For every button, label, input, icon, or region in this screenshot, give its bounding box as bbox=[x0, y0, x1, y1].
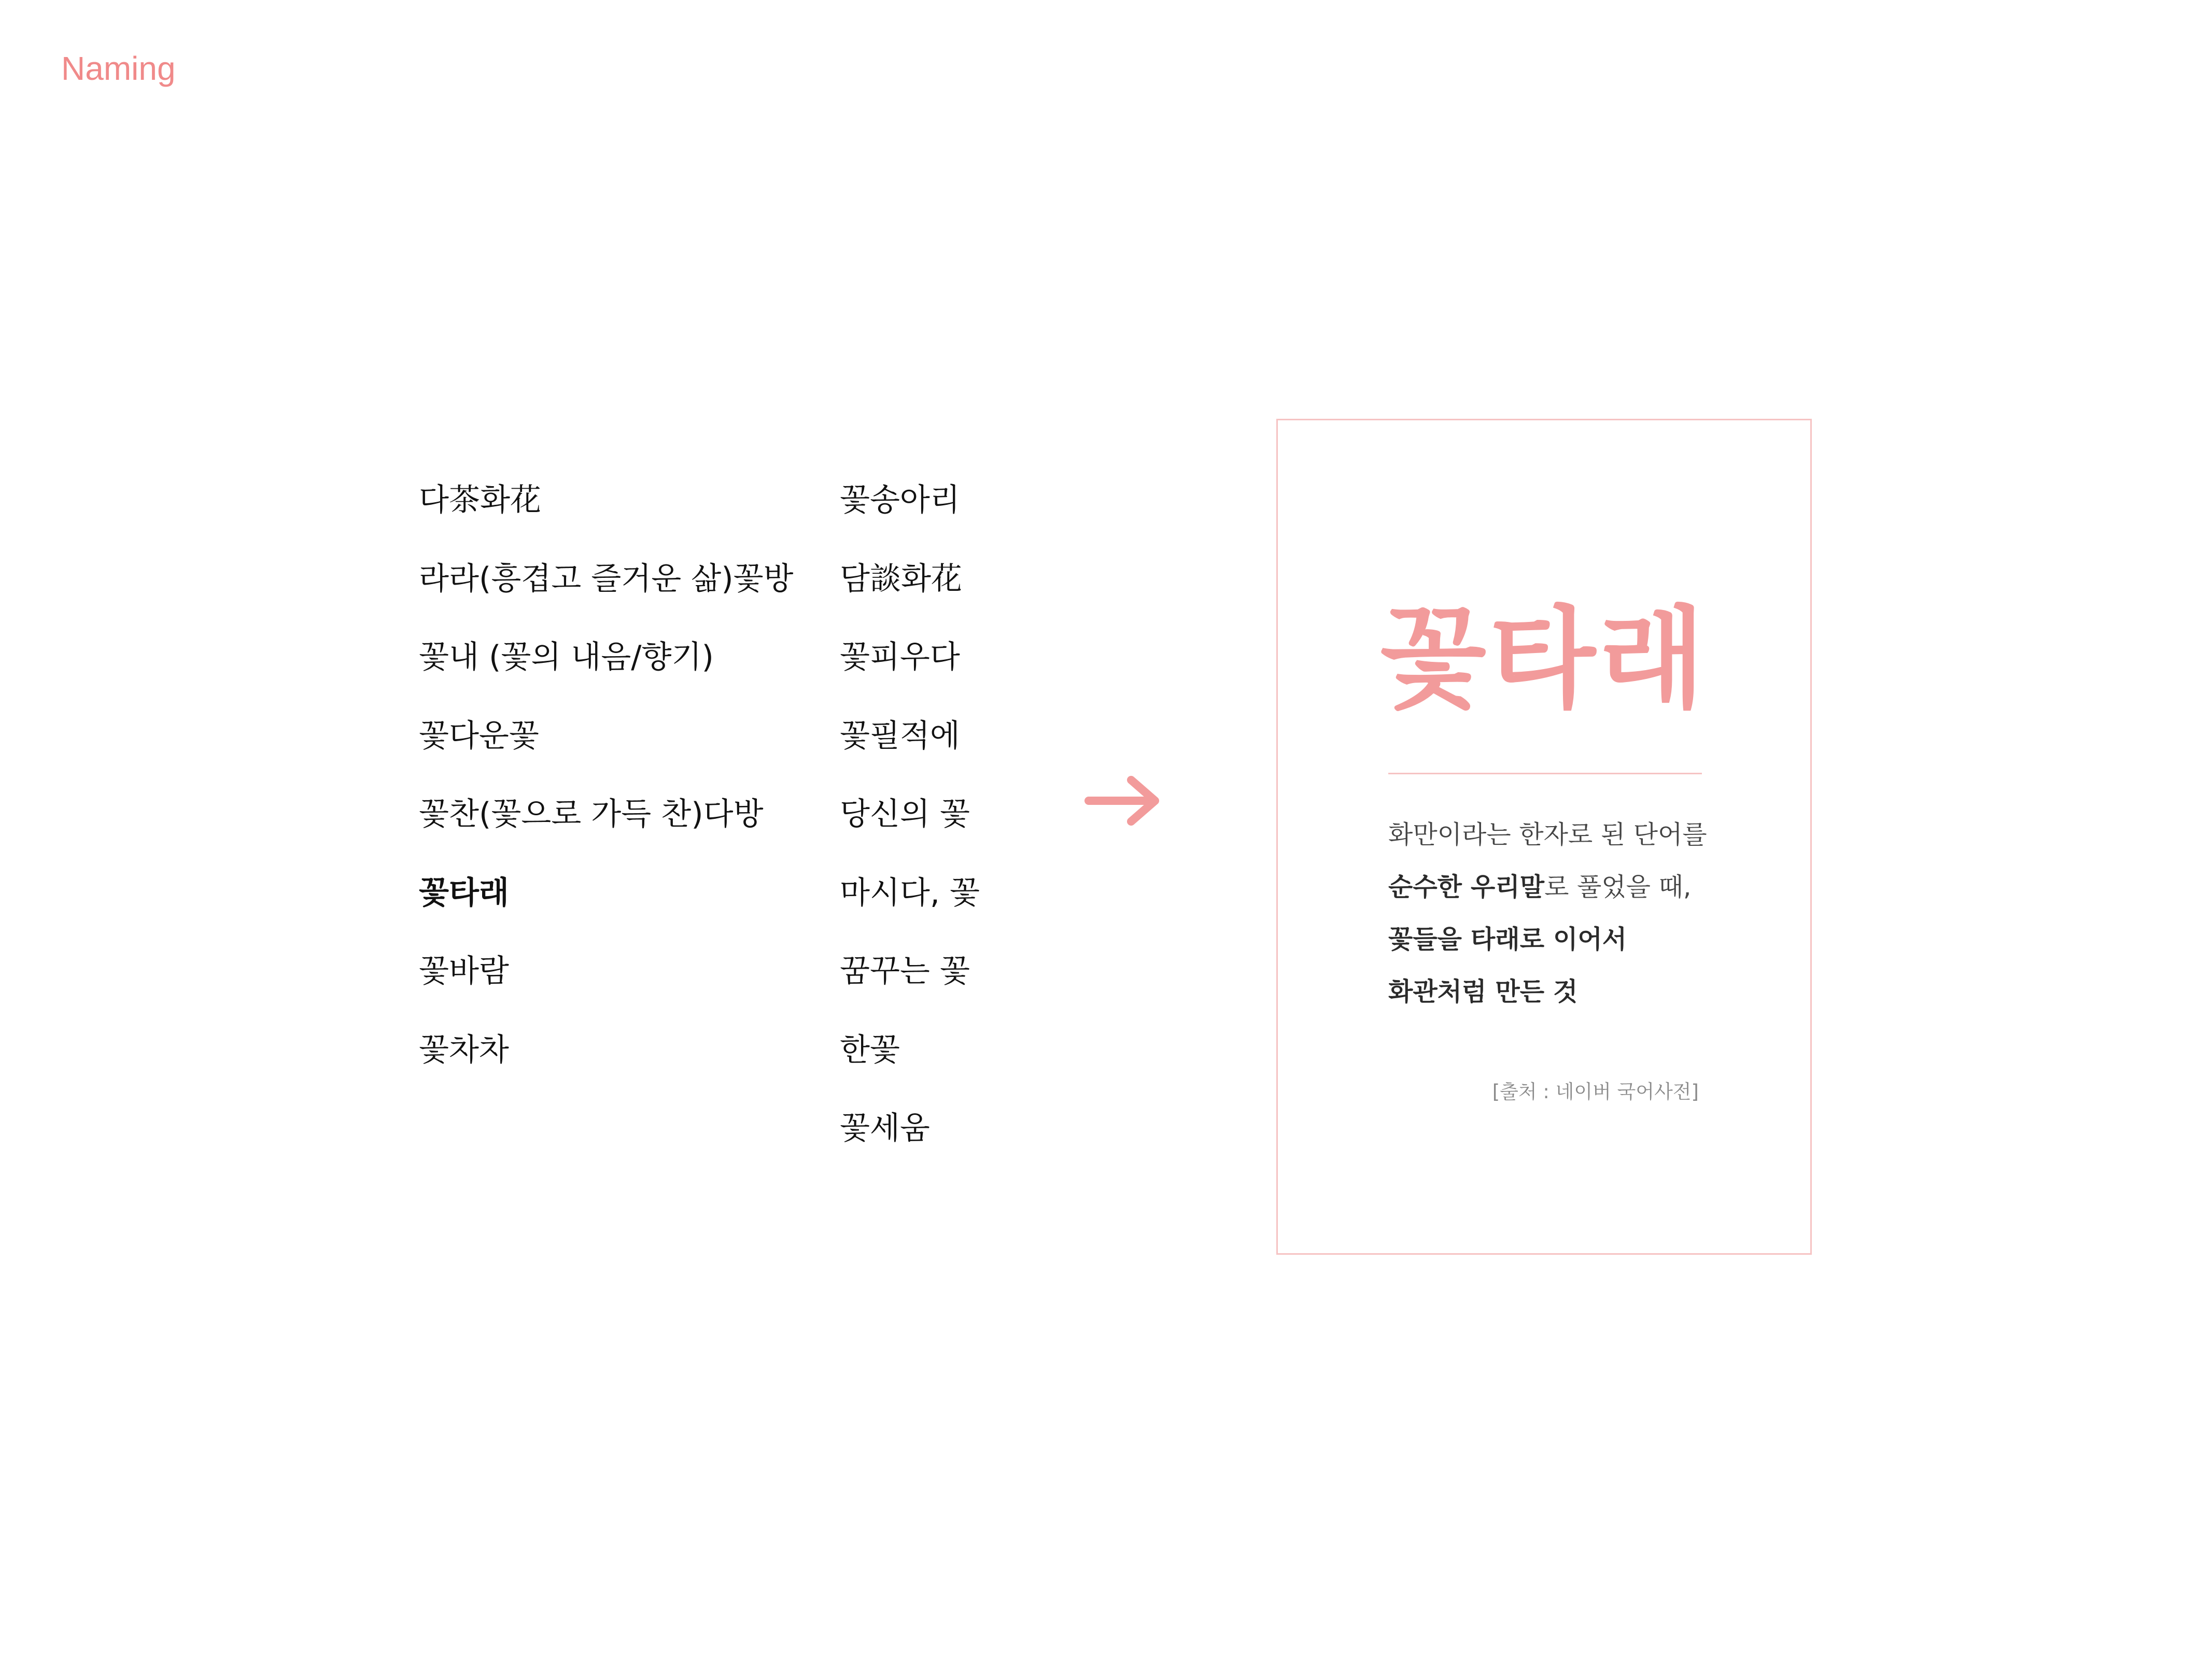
candidate-name: 라라(흥겹고 즐거운 삶)꽃방 bbox=[419, 560, 794, 597]
definition-line bbox=[1388, 971, 1730, 1024]
definition-line: 화만이라는 한자로 된 단어를 bbox=[1388, 820, 1707, 849]
brand-name: 꽃타래 bbox=[1380, 595, 1708, 723]
candidate-name: 한꽃 bbox=[840, 1031, 900, 1068]
brand-card bbox=[1276, 419, 1812, 1255]
arrow-right-icon bbox=[1083, 775, 1161, 827]
candidate-name: 마시다, 꽃 bbox=[840, 874, 980, 911]
definition-emphasis: 순수한 우리말 bbox=[1388, 872, 1545, 902]
definition-text: 로 풀었을 때, bbox=[1544, 872, 1692, 902]
candidate-list-left bbox=[419, 474, 794, 1102]
candidate-name: 꽃내 (꽃의 내음/향기) bbox=[419, 639, 714, 675]
definition-emphasis: 화관처럼 만든 것 bbox=[1388, 977, 1578, 1006]
brand-definition bbox=[1388, 814, 1730, 1024]
candidate-name: 꽃차차 bbox=[419, 1031, 509, 1068]
chosen-candidate-name: 꽃타래 bbox=[419, 874, 509, 911]
candidate-name: 꿈꾸는 꽃 bbox=[840, 953, 970, 989]
candidate-name: 당신의 꽃 bbox=[840, 796, 970, 832]
card-divider bbox=[1388, 773, 1702, 774]
candidate-list-right bbox=[840, 474, 980, 1181]
candidate-name: 꽃피우다 bbox=[840, 639, 960, 675]
definition-line bbox=[1388, 919, 1730, 971]
candidate-name: 꽃다운꽃 bbox=[419, 717, 539, 754]
candidate-name: 꽃필적에 bbox=[840, 717, 960, 754]
candidate-name: 담談화花 bbox=[840, 560, 962, 597]
candidate-name: 꽃찬(꽃으로 가득 찬)다방 bbox=[419, 796, 764, 832]
candidate-name: 꽃바람 bbox=[419, 953, 509, 989]
candidate-name: 다茶화花 bbox=[419, 482, 541, 518]
candidate-name: 꽃세움 bbox=[840, 1110, 930, 1146]
definition-emphasis: 꽃들을 타래로 이어서 bbox=[1388, 925, 1627, 954]
section-label: Naming bbox=[61, 50, 176, 87]
source-citation: [출처 : 네이버 국어사전] bbox=[1492, 1081, 1699, 1103]
candidate-name: 꽃송아리 bbox=[840, 482, 960, 518]
definition-line bbox=[1388, 867, 1730, 919]
